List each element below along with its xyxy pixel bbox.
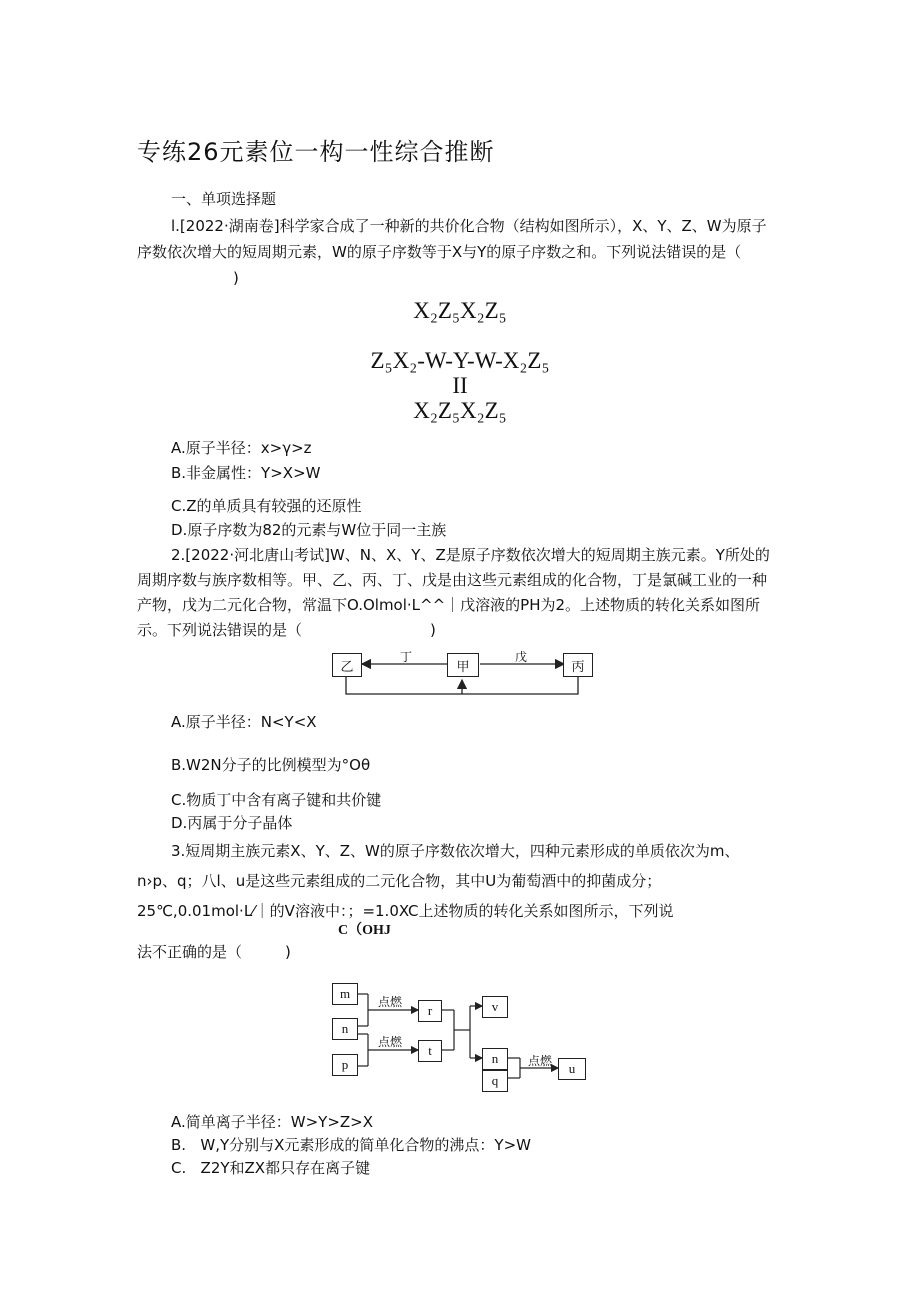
q3-subscript: C（OHJ [338, 923, 391, 938]
q3-node-q: q [482, 1070, 508, 1092]
q1-line1: l.[2022·湖南卷]科学家合成了一种新的共价化合物（结构如图所示），X、Y、Z、W为原子 [171, 217, 767, 235]
q2-option-c: C.物质丁中含有离子键和共价键 [171, 791, 382, 809]
q1-option-c: C.Z的单质具有较强的还原性 [171, 497, 362, 515]
q2-node-yi: 乙 [332, 653, 362, 677]
q1-option-d: D.原子序数为82的元素与W位于同一主族 [171, 521, 447, 539]
q3-line4: 法不正确的是（ [137, 943, 243, 961]
q3-label-burn-3: 点燃 [528, 1054, 553, 1068]
q3-diagram-arrows [330, 978, 590, 1090]
q2-node-bing: 丙 [563, 653, 593, 677]
q2-arrow-label-wu: 戊 [515, 650, 528, 664]
q3-option-a: A.简单离子半径：W>Y>Z>X [171, 1113, 374, 1131]
q3-node-m: m [332, 983, 358, 1005]
q3-node-n: n [332, 1018, 358, 1040]
q3-option-b: B. W,Y分别与X元素形成的简单化合物的沸点：Y>W [171, 1136, 531, 1154]
page-title: 专练26元素位一构一性综合推断 [137, 138, 495, 166]
q2-arrow-label-ding: 丁 [400, 650, 413, 664]
q1-formula-middle: Z₅X₂-W-Y-W-X₂Z₅ [370, 348, 550, 373]
q2-line1: 2.[2022·河北唐山考试]W、N、X、Y、Z是原子序数依次增大的短周期主族元素。Y所处的 [171, 546, 770, 564]
q3-line4-paren: ) [285, 943, 291, 961]
q2-option-b: B.W2N分子的比例模型为°Oθ [171, 756, 371, 774]
q1-option-b: B.非金属性：Y>X>W [171, 464, 321, 482]
q3-line1: 3.短周期主族元素X、Y、Z、W的原子序数依次增大，四种元素形成的单质依次为m、 [171, 842, 740, 860]
q1-line3: ) [233, 269, 239, 287]
q2-line2: 周期序数与族序数相等。甲、乙、丙、丁、戊是由这些元素组成的化合物，丁是氯碱工业的一种 [137, 571, 768, 589]
q1-formula-bond: II [452, 373, 468, 398]
section-heading: 一、单项选择题 [171, 190, 277, 208]
q3-node-p: p [332, 1054, 358, 1076]
q2-line3: 产物，戊为二元化合物，常温下O.Olmol·L^^｜戊溶液的PH为2。上述物质的转化关系如图所 [137, 596, 761, 614]
q3-node-r: r [418, 1000, 442, 1022]
q3-node-v: v [482, 996, 508, 1018]
q3-label-burn-1: 点燃 [378, 995, 403, 1009]
q2-line4: 示。下列说法错误的是（ [137, 621, 303, 639]
q3-diagram [330, 978, 590, 1090]
q1-formula-top: X₂Z₅X₂Z₅ [413, 298, 507, 323]
q2-option-d: D.丙属于分子晶体 [171, 814, 293, 832]
q3-node-t: t [418, 1040, 442, 1062]
q1-option-a: A.原子半径：x>γ>z [171, 439, 312, 457]
q2-node-jia: 甲 [447, 653, 479, 677]
q3-line3: 25℃,0.01mol·L⁄｜的V溶液中：；=1.0XC上述物质的转化关系如图所示，下列说 [137, 902, 674, 920]
q1-line2: 序数依次增大的短周期元素，W的原子序数等于X与Y的原子序数之和。下列说法错误的是（ [137, 243, 742, 261]
q3-node-n2: n [482, 1048, 508, 1070]
q3-node-u: u [558, 1058, 586, 1080]
q3-option-c: C. Z2Y和ZX都只存在离子键 [171, 1159, 371, 1177]
q3-label-burn-2: 点燃 [378, 1035, 403, 1049]
q2-option-a: A.原子半径：N<Y<X [171, 713, 317, 731]
q3-line2: n›p、q；八l、u是这些元素组成的二元化合物，其中U为葡萄酒中的抑菌成分； [137, 872, 662, 890]
q2-diagram [330, 650, 590, 702]
q1-formula-bottom: X₂Z₅X₂Z₅ [413, 398, 507, 423]
q2-line4-paren: ) [430, 621, 436, 639]
